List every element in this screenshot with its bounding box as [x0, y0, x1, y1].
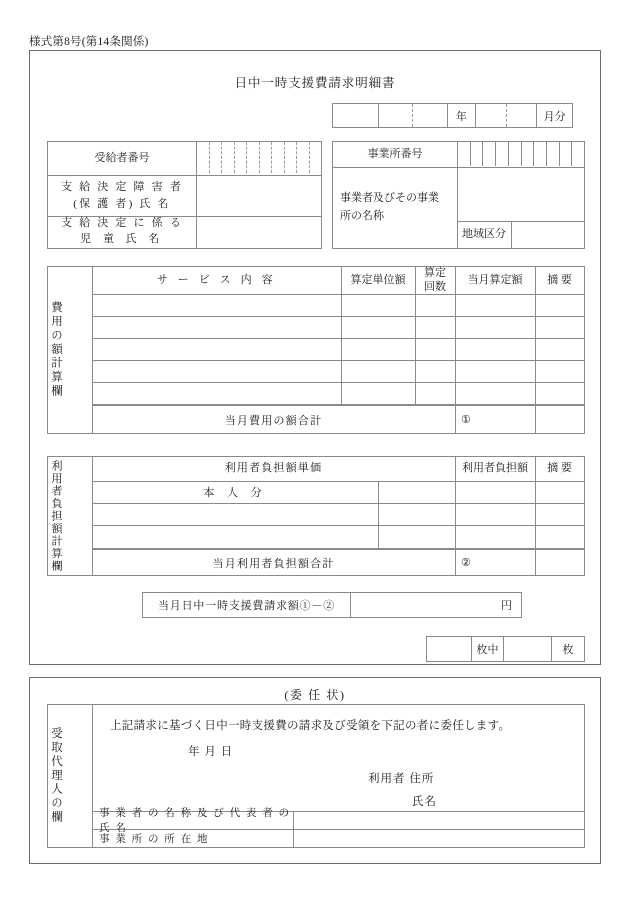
office-number-cells[interactable] — [457, 142, 584, 167]
area-classification-label: 地域区分 — [462, 227, 506, 240]
office-name-field[interactable] — [457, 167, 584, 221]
document-title: 日中一時支援費請求明細書 — [234, 76, 396, 90]
table-row-cell[interactable] — [92, 338, 341, 360]
header-count: 算定 回数 — [424, 266, 446, 293]
proxy-title: (委 任 状) — [284, 688, 346, 702]
proxy-statement: 上記請求に基づく日中一時支援費の請求及び受領を下記の者に委任します。 — [110, 720, 511, 732]
header-remarks: 摘 要 — [547, 462, 572, 475]
provider-name-field[interactable] — [293, 811, 584, 829]
cost-calculation-table — [47, 266, 585, 434]
table-row-cell[interactable] — [341, 316, 415, 338]
benefit-total-remarks[interactable] — [535, 550, 584, 575]
proxy-date-line: 年 月 日 — [188, 746, 234, 758]
table-row-cell[interactable] — [378, 503, 455, 525]
office-name-label: 事業者及びその事業 所の名称 — [340, 191, 439, 222]
table-row-cell[interactable] — [455, 294, 535, 316]
benefit-row-label: 本 人 分 — [203, 487, 267, 499]
table-row-cell[interactable] — [455, 481, 535, 503]
child-name-field[interactable] — [196, 216, 321, 248]
main-sheet — [29, 50, 601, 665]
claim-amount-unit: 円 — [501, 600, 512, 612]
cost-total-mark: ① — [461, 414, 471, 426]
table-row-cell[interactable] — [455, 525, 535, 548]
table-row-cell[interactable] — [341, 294, 415, 316]
recipient-info-block — [47, 141, 322, 249]
month-cell-a[interactable] — [476, 104, 507, 127]
proxy-user-address-label: 利用者 住所 — [368, 773, 435, 785]
table-row-cell[interactable] — [535, 503, 584, 525]
year-cell-a[interactable] — [379, 104, 414, 127]
table-row-cell[interactable] — [535, 316, 584, 338]
office-number-label: 事業所番号 — [367, 147, 423, 160]
total-pages-unit: 枚中 — [472, 637, 504, 661]
proxy-sheet — [29, 677, 601, 864]
header-remarks: 摘 要 — [547, 273, 572, 286]
office-number-value — [457, 142, 584, 166]
month-unit-label: 月分 — [543, 110, 566, 123]
claim-amount-box — [142, 592, 522, 618]
benefit-total-label: 当月利用者負担額合計 — [212, 557, 335, 570]
table-row-cell[interactable] — [535, 481, 584, 503]
table-row-cell[interactable] — [535, 360, 584, 382]
current-page-unit: 枚 — [562, 644, 574, 656]
table-row-cell[interactable] — [535, 382, 584, 404]
header-month-amount: 当月算定額 — [467, 273, 523, 286]
table-row-cell[interactable] — [341, 360, 415, 382]
form-number: 様式第8号(第14条関係) — [29, 36, 149, 48]
era-cell[interactable] — [333, 104, 379, 127]
provider-address-label: 事 業 所 の 所 在 地 — [99, 833, 210, 845]
cost-table-side-label: 費用の額計算欄 — [50, 301, 62, 399]
table-row-cell[interactable] — [415, 294, 455, 316]
user-burden-calculation-table — [47, 456, 585, 576]
header-unit-price: 利用者負担額単価 — [224, 462, 323, 475]
table-row-cell[interactable] — [92, 382, 341, 404]
table-row-cell[interactable] — [415, 338, 455, 360]
beneficiary-name-label: 支 給 決 定 障 害 者 (保 護 者) 氏 名 — [60, 181, 184, 210]
table-row-cell[interactable] — [535, 294, 584, 316]
page-count-row — [426, 636, 585, 662]
table-row-cell[interactable] — [455, 382, 535, 404]
claim-amount-field[interactable] — [350, 593, 521, 617]
table-row-cell[interactable] — [92, 316, 341, 338]
cost-total-remarks[interactable] — [535, 406, 584, 433]
benefit-row-label[interactable] — [92, 503, 378, 525]
table-row-cell[interactable] — [455, 316, 535, 338]
year-unit-label: 年 — [448, 104, 476, 127]
benefit-row-label[interactable] — [92, 525, 378, 548]
header-user-burden: 利用者負担額 — [462, 462, 528, 475]
cost-total-label: 当月費用の額合計 — [224, 414, 323, 427]
benefit-table-side-label: 利用者負担額計算欄 — [50, 459, 62, 573]
table-row-cell[interactable] — [378, 481, 455, 503]
benefit-total-mark: ② — [461, 557, 471, 569]
year-cell-b[interactable] — [413, 104, 448, 127]
recipient-number-value — [196, 142, 321, 173]
header-service-content: サ ー ビ ス 内 容 — [156, 273, 277, 286]
office-info-block — [332, 141, 585, 249]
proxy-inner-block — [47, 704, 585, 848]
proxy-user-name-label: 氏名 — [412, 796, 437, 808]
table-row-cell[interactable] — [92, 360, 341, 382]
table-row-cell[interactable] — [455, 503, 535, 525]
table-row-cell[interactable] — [455, 360, 535, 382]
table-row-cell[interactable] — [378, 525, 455, 548]
table-row-cell[interactable] — [415, 360, 455, 382]
header-unit-amount: 算定単位額 — [350, 273, 406, 286]
current-page-field[interactable] — [504, 637, 552, 661]
proxy-side-label: 受取代理人の欄 — [50, 727, 62, 825]
table-row-cell[interactable] — [535, 525, 584, 548]
provider-address-field[interactable] — [293, 829, 584, 847]
billing-period-row — [332, 103, 573, 128]
child-name-label: 支 給 決 定 に 係 る 児 童 氏 名 — [60, 217, 184, 245]
beneficiary-name-field[interactable] — [196, 175, 321, 216]
table-row-cell[interactable] — [535, 338, 584, 360]
table-row-cell[interactable] — [415, 382, 455, 404]
table-row-cell[interactable] — [341, 382, 415, 404]
table-row-cell[interactable] — [455, 338, 535, 360]
table-row-cell[interactable] — [92, 294, 341, 316]
provider-name-label: 事 業 者 の 名 称 及 び 代 表 者 の 氏 名 — [99, 808, 291, 834]
claim-amount-label: 当月日中一時支援費請求額①－② — [158, 600, 335, 612]
table-row-cell[interactable] — [341, 338, 415, 360]
month-cell-b[interactable] — [507, 104, 538, 127]
area-classification-field[interactable] — [511, 221, 584, 248]
total-pages-field[interactable] — [427, 637, 472, 661]
recipient-number-label: 受給者番号 — [94, 151, 150, 164]
table-row-cell[interactable] — [415, 316, 455, 338]
recipient-number-cells[interactable] — [196, 142, 321, 175]
